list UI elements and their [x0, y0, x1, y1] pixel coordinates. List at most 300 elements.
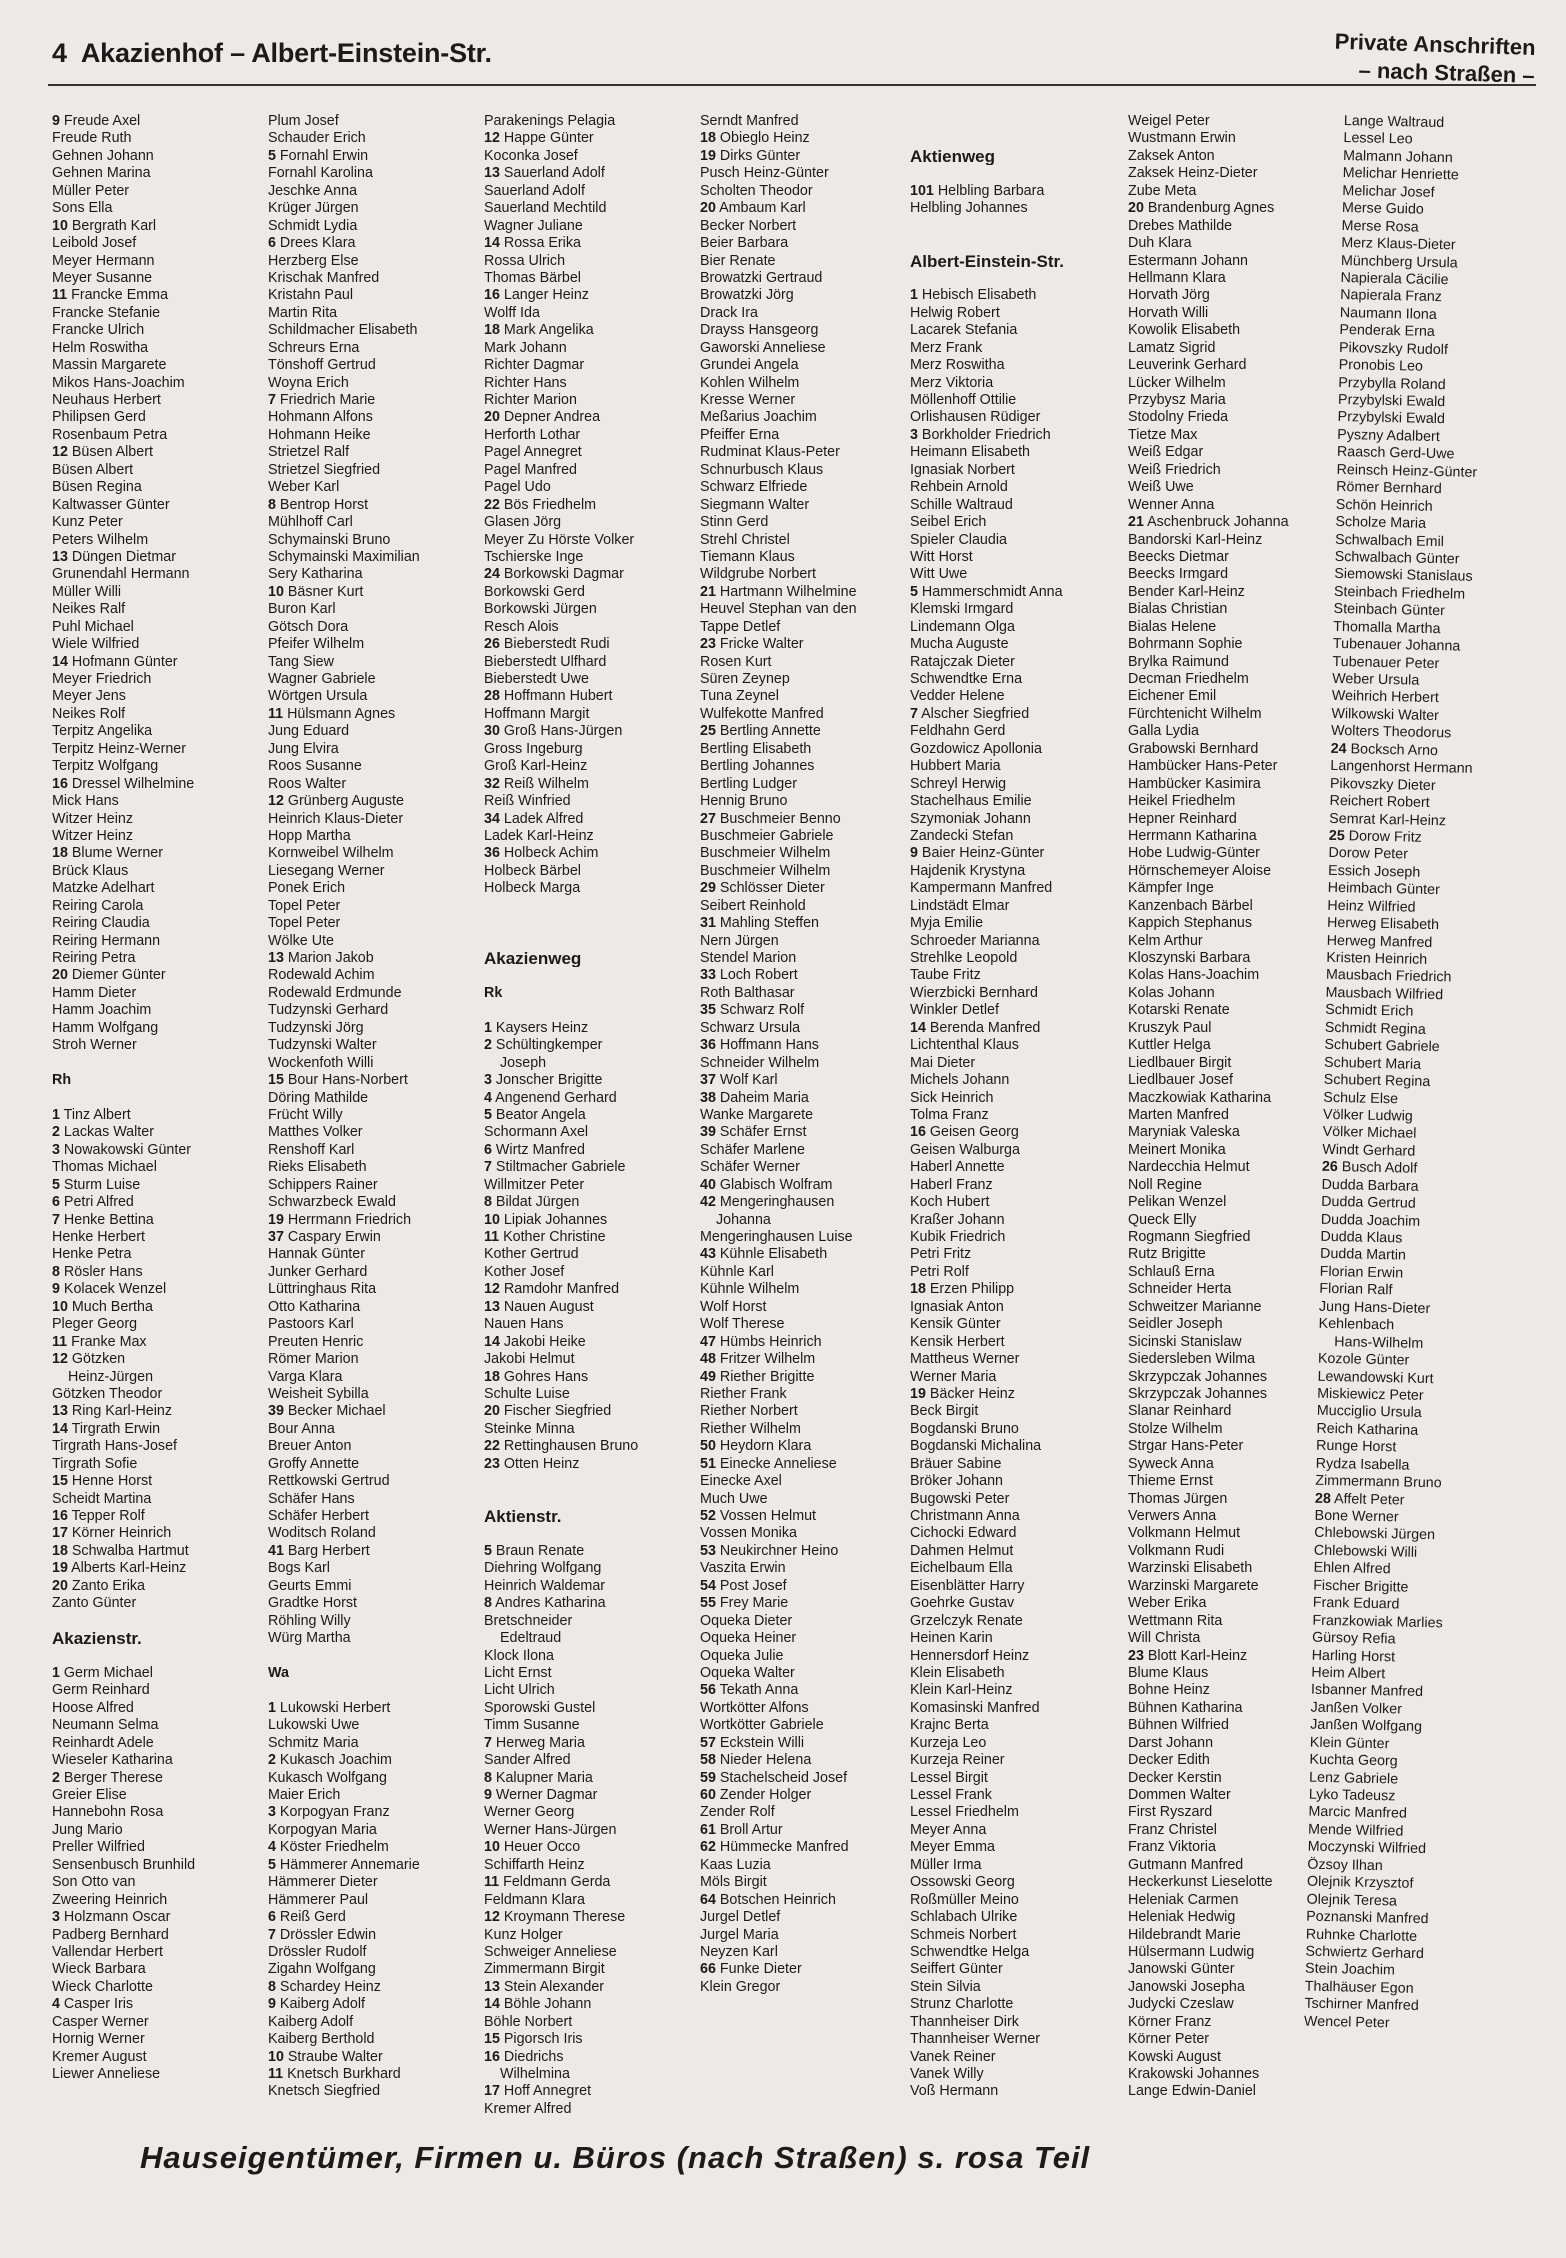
house-number: 55: [700, 1595, 716, 1612]
spacer: [484, 1525, 704, 1542]
resident-entry: Meyer Anna: [910, 1821, 987, 1838]
house-number: 6: [484, 1141, 492, 1158]
resident-entry: Buron Karl: [268, 601, 336, 618]
resident-entry: Rosen Kurt: [700, 653, 772, 670]
resident-entry: Estermann Johann: [1128, 252, 1249, 269]
street-heading: Albert-Einstein-Str.: [910, 252, 1064, 270]
resident-entry: Schmidt Regina: [1324, 1019, 1426, 1038]
resident-entry: Wölke Ute: [268, 932, 334, 949]
resident-entry: 52 Vossen Helmut: [700, 1508, 817, 1524]
resident-entry: Kelm Arthur: [1128, 932, 1203, 949]
resident-entry: Schäfer Werner: [700, 1159, 800, 1176]
resident-entry: 1 Tinz Albert: [52, 1106, 131, 1123]
resident-entry: 53 Neukirchner Heino: [700, 1542, 839, 1559]
resident-entry: 14 Rossa Erika: [484, 235, 581, 252]
resident-entry: Hildebrandt Marie: [1128, 1926, 1241, 1943]
resident-entry: Skrzypczak Johannes: [1128, 1368, 1268, 1385]
resident-entry: Hellmann Klara: [1128, 269, 1226, 286]
resident-entry: Bohne Heinz: [1128, 1682, 1210, 1699]
resident-entry: 15 Pigorsch Iris: [484, 2031, 583, 2048]
resident-entry: Steinbach Friedhelm: [1333, 583, 1466, 603]
house-number: 30: [484, 723, 500, 740]
resident-entry: Schmeis Norbert: [910, 1926, 1017, 1943]
resident-entry: Hamm Dieter: [52, 984, 137, 1001]
resident-entry: Lyko Tadeusz: [1308, 1786, 1396, 1805]
house-number: 10: [52, 217, 68, 234]
street-heading: Akazienweg: [484, 950, 582, 968]
resident-entry: Napierala Franz: [1340, 287, 1443, 306]
house-number: 13: [484, 1978, 500, 1995]
resident-entry: Duh Klara: [1128, 235, 1192, 252]
resident-entry: Francke Stefanie: [52, 304, 161, 321]
resident-entry: Siemowski Stanislaus: [1334, 566, 1473, 586]
resident-entry: Chlebowski Willi: [1313, 1542, 1418, 1561]
street-heading: Aktienweg: [910, 147, 996, 166]
resident-entry: Strehl Christel: [700, 531, 790, 548]
resident-entry: Schubert Gabriele: [1324, 1036, 1440, 1056]
resident-entry: Steinbach Günter: [1333, 601, 1446, 620]
resident-entry: Gehnen Johann: [52, 147, 154, 164]
resident-entry: 15 Bour Hans-Norbert: [268, 1072, 408, 1089]
resident-entry: Rutz Brigitte: [1128, 1246, 1206, 1263]
resident-entry: Kornweibel Wilhelm: [268, 845, 394, 862]
resident-entry: Serndt Manfred: [700, 113, 799, 129]
resident-entry: Schille Waltraud: [910, 496, 1013, 513]
resident-entry: Syweck Anna: [1128, 1455, 1214, 1472]
resident-entry: Isbanner Manfred: [1310, 1682, 1424, 1701]
house-number: 12: [52, 1351, 68, 1368]
resident-entry: Schwalbach Günter: [1334, 548, 1460, 568]
house-number: 14: [484, 1996, 500, 2013]
resident-entry: Weiß Uwe: [1128, 479, 1194, 496]
resident-entry: 31 Mahling Steffen: [700, 915, 819, 932]
resident-entry: 5 Fornahl Erwin: [268, 147, 369, 164]
resident-entry: Schreyl Herwig: [910, 775, 1007, 792]
resident-entry: Bier Renate: [700, 252, 776, 269]
house-number: 64: [700, 1891, 716, 1908]
resident-entry: Weber Ursula: [1331, 670, 1420, 689]
resident-entry: 9 Freude Axel: [52, 113, 141, 129]
resident-entry: 19 Bäcker Heinz: [910, 1385, 1015, 1402]
resident-entry: Brylka Raimund: [1128, 653, 1229, 670]
spacer: [484, 915, 704, 932]
resident-entry: 7 Friedrich Marie: [268, 392, 376, 408]
resident-entry: Merz Viktoria: [910, 374, 994, 391]
resident-entry: Mattheus Werner: [910, 1351, 1020, 1368]
resident-entry: Willmitzer Peter: [484, 1176, 585, 1193]
resident-entry: Schwarz Ursula: [700, 1019, 801, 1036]
resident-entry: 38 Daheim Maria: [700, 1089, 809, 1106]
house-number: 2: [484, 1037, 492, 1054]
resident-entry: 11 Kother Christine: [484, 1229, 606, 1245]
resident-entry: Strietzel Ralf: [268, 444, 350, 461]
resident-entry: Vossen Monika: [700, 1525, 797, 1542]
resident-entry: 20 Brandenburg Agnes: [1128, 200, 1275, 217]
resident-entry: Will Christa: [1128, 1630, 1201, 1647]
resident-entry: Bieberstedt Ulfhard: [484, 653, 607, 670]
resident-entry: 47 Hümbs Heinrich: [700, 1333, 822, 1350]
resident-entry: Witt Horst: [910, 548, 973, 565]
resident-entry: Hoose Alfred: [52, 1699, 134, 1716]
house-number: 11: [268, 705, 284, 722]
resident-entry: Kremer August: [52, 2048, 147, 2065]
house-number: 2: [52, 1769, 60, 1786]
resident-entry: Witzer Heinz: [52, 810, 134, 827]
resident-entry: Pagel Manfred: [484, 461, 577, 478]
house-number: 8: [484, 1595, 492, 1612]
resident-entry: Przybylski Ewald: [1337, 409, 1446, 428]
resident-entry: Ratajczak Dieter: [910, 653, 1015, 670]
resident-entry: 10 Straube Walter: [268, 2048, 383, 2065]
resident-entry: Wagner Gabriele: [268, 671, 376, 687]
resident-entry: Stroh Werner: [52, 1037, 137, 1054]
house-number: 27: [700, 810, 716, 827]
house-number: 57: [700, 1734, 716, 1751]
resident-entry: Pleger Georg: [52, 1316, 138, 1333]
resident-entry: Penderak Erna: [1339, 322, 1435, 341]
resident-entry: Decman Friedhelm: [1128, 671, 1249, 687]
resident-entry: Leibold Josef: [52, 235, 137, 252]
resident-entry: Runge Horst: [1315, 1437, 1397, 1456]
entry-continuation: Hans-Wilhelm: [1334, 1333, 1424, 1352]
resident-entry: Schäfer Herbert: [268, 1508, 369, 1524]
resident-entry: Fischer Brigitte: [1312, 1577, 1409, 1596]
resident-entry: Meyer Zu Hörste Volker: [484, 531, 635, 548]
resident-entry: 20 Diemer Günter: [52, 967, 166, 984]
resident-entry: Lange Edwin-Daniel: [1128, 2083, 1256, 2100]
resident-entry: Darst Johann: [1128, 1734, 1214, 1751]
entry-continuation: Heinz-Jürgen: [68, 1368, 154, 1385]
resident-entry: Wilkowski Walter: [1331, 705, 1440, 724]
resident-entry: Kensik Herbert: [910, 1333, 1005, 1350]
house-number: 13: [484, 165, 500, 182]
resident-entry: Wolters Theodorus: [1330, 723, 1452, 742]
resident-entry: Sporowski Gustel: [484, 1699, 596, 1716]
resident-entry: Heinrich Waldemar: [484, 1577, 606, 1594]
resident-entry: Lessel Birgit: [910, 1769, 988, 1786]
house-number: 24: [484, 566, 500, 583]
resident-entry: Terpitz Wolfgang: [52, 758, 159, 775]
resident-entry: Merz Frank: [910, 339, 983, 356]
resident-entry: Pyszny Adalbert: [1337, 426, 1440, 445]
resident-entry: Zaksek Heinz-Dieter: [1128, 165, 1258, 182]
resident-entry: Frank Eduard: [1312, 1594, 1400, 1613]
resident-entry: Franzkowiak Marlies: [1312, 1612, 1443, 1632]
resident-entry: 5 Sturm Luise: [52, 1176, 141, 1193]
resident-entry: Röhling Willy: [268, 1612, 351, 1629]
spacer: [52, 1090, 272, 1107]
house-number: 5: [52, 1176, 60, 1193]
resident-entry: Witzer Heinz: [52, 827, 134, 844]
resident-entry: 11 Francke Emma: [52, 287, 169, 304]
resident-entry: 58 Nieder Helena: [700, 1752, 812, 1769]
resident-entry: Reichert Robert: [1329, 792, 1430, 812]
resident-entry: Lamatz Sigrid: [1128, 339, 1216, 356]
resident-entry: Döring Mathilde: [268, 1089, 369, 1106]
resident-entry: Mende Wilfried: [1307, 1821, 1404, 1840]
resident-entry: Windt Gerhard: [1322, 1141, 1416, 1160]
house-number: 21: [1128, 514, 1144, 531]
house-number: 8: [268, 1978, 276, 1995]
resident-entry: Römer Bernhard: [1335, 479, 1442, 498]
resident-entry: Hämmerer Dieter: [268, 1874, 378, 1891]
resident-entry: Scholze Maria: [1335, 513, 1427, 532]
house-number: 7: [484, 1734, 492, 1751]
resident-entry: Grzelczyk Renate: [910, 1612, 1023, 1629]
resident-entry: 57 Eckstein Willi: [700, 1734, 805, 1751]
resident-entry: Mausbach Wilfried: [1325, 984, 1444, 1004]
house-number: 20: [52, 967, 68, 984]
house-number: 11: [484, 1229, 500, 1245]
resident-entry: Siegmann Walter: [700, 496, 810, 513]
resident-entry: Tirgrath Sofie: [52, 1455, 138, 1472]
resident-entry: Jurgel Detlef: [700, 1909, 781, 1926]
resident-entry: Kotarski Renate: [1128, 1002, 1230, 1019]
resident-entry: Krakowski Johannes: [1128, 2066, 1260, 2082]
house-number: 13: [484, 1298, 500, 1315]
resident-entry: Holbeck Bärbel: [484, 862, 581, 879]
house-number: 23: [1128, 1647, 1144, 1664]
house-number: 1: [268, 1699, 276, 1716]
house-number: 13: [268, 950, 284, 966]
resident-entry: Dommen Walter: [1128, 1787, 1231, 1803]
resident-entry: 4 Angenend Gerhard: [484, 1089, 617, 1106]
resident-entry: Grundei Angela: [700, 357, 799, 374]
resident-entry: Lindemann Olga: [910, 618, 1015, 635]
resident-entry: Wortkötter Gabriele: [700, 1717, 824, 1734]
house-number: 24: [1330, 740, 1347, 757]
resident-entry: 3 Korpogyan Franz: [268, 1804, 390, 1821]
resident-entry: Wustmann Erwin: [1128, 130, 1236, 147]
resident-entry: 14 Böhle Johann: [484, 1996, 592, 2013]
resident-entry: Olejnik Krzysztof: [1306, 1873, 1414, 1893]
resident-entry: Maier Erich: [268, 1787, 341, 1803]
resident-entry: Volkmann Helmut: [1128, 1525, 1241, 1542]
resident-entry: 8 Andres Katharina: [484, 1595, 606, 1612]
resident-entry: 33 Loch Robert: [700, 967, 798, 984]
resident-entry: Schön Heinrich: [1335, 496, 1433, 515]
resident-entry: Helm Roswitha: [52, 339, 149, 356]
resident-entry: Renshoff Karl: [268, 1141, 355, 1158]
spacer: [910, 130, 1130, 147]
resident-entry: Heckerkunst Lieselotte: [1128, 1874, 1273, 1891]
house-number: 8: [52, 1263, 60, 1280]
resident-entry: Schulte Luise: [484, 1385, 570, 1402]
resident-entry: 1 Hebisch Elisabeth: [910, 287, 1037, 304]
resident-entry: Koch Hubert: [910, 1194, 990, 1211]
resident-entry: Hohmann Heike: [268, 426, 371, 443]
entry-continuation: Edeltraud: [500, 1630, 562, 1647]
resident-entry: 7 Herweg Maria: [484, 1734, 585, 1751]
house-number: 47: [700, 1333, 716, 1350]
resident-entry: Thalhäuser Egon: [1304, 1978, 1414, 1997]
resident-entry: Müller Willi: [52, 583, 122, 600]
resident-entry: Sicinski Stanislaw: [1128, 1333, 1242, 1350]
resident-entry: Meyer Hermann: [52, 252, 155, 269]
resident-entry: Wettmann Rita: [1128, 1612, 1223, 1629]
resident-entry: Schubert Regina: [1323, 1071, 1431, 1091]
house-number: 1: [484, 1019, 492, 1036]
resident-entry: Haberl Annette: [910, 1159, 1005, 1176]
resident-entry: Herweg Manfred: [1326, 932, 1433, 951]
resident-entry: Möllenhoff Ottilie: [910, 392, 1017, 408]
house-number: 53: [700, 1542, 716, 1559]
resident-entry: Müller Peter: [52, 182, 130, 199]
resident-entry: Lichtenthal Klaus: [910, 1037, 1019, 1054]
house-number: 26: [484, 636, 500, 653]
resident-entry: Eichener Emil: [1128, 688, 1217, 705]
resident-entry: Petri Rolf: [910, 1263, 969, 1280]
resident-entry: Gross Ingeburg: [484, 740, 583, 757]
resident-entry: Ponek Erich: [268, 880, 346, 897]
resident-entry: Borkowski Gerd: [484, 583, 585, 600]
resident-entry: Kappich Stephanus: [1128, 915, 1253, 932]
resident-entry: Zimmermann Birgit: [484, 1961, 605, 1978]
resident-entry: Bialas Christian: [1128, 601, 1228, 618]
resident-entry: Rieks Elisabeth: [268, 1159, 367, 1176]
house-number: 23: [484, 1455, 500, 1472]
resident-entry: 5 Braun Renate: [484, 1542, 585, 1559]
resident-entry: Wildgrube Norbert: [700, 566, 817, 583]
resident-entry: Diehring Wolfgang: [484, 1560, 602, 1577]
resident-entry: Feldhahn Gerd: [910, 723, 1006, 740]
resident-entry: Kristen Heinrich: [1326, 949, 1428, 968]
house-number: 13: [52, 1403, 68, 1420]
resident-entry: Jung Elvira: [268, 740, 339, 757]
house-number: 59: [700, 1769, 716, 1786]
resident-entry: Neikes Ralf: [52, 601, 126, 618]
resident-entry: Tubenauer Johanna: [1332, 636, 1461, 655]
resident-entry: Wieseler Katharina: [52, 1752, 173, 1769]
resident-entry: Petri Fritz: [910, 1246, 972, 1263]
house-number: 35: [700, 1002, 716, 1019]
resident-entry: Wencel Peter: [1303, 2013, 1390, 2032]
house-number: 11: [484, 1874, 500, 1891]
resident-entry: Möls Birgit: [700, 1874, 767, 1891]
resident-entry: Lacarek Stefania: [910, 322, 1018, 339]
page-header-right: [1333, 28, 1536, 90]
resident-entry: Reinsch Heinz-Günter: [1336, 461, 1478, 481]
resident-entry: 101 Helbling Barbara: [910, 182, 1045, 199]
resident-entry: Leuverink Gerhard: [1128, 357, 1247, 374]
resident-entry: Pagel Udo: [484, 479, 551, 496]
resident-entry: Parakenings Pelagia: [484, 113, 616, 129]
resident-entry: 3 Jonscher Brigitte: [484, 1072, 603, 1089]
resident-entry: 9 Kaiberg Adolf: [268, 1996, 365, 2013]
resident-entry: Buschmeier Gabriele: [700, 827, 834, 844]
resident-entry: 5 Hämmerer Annemarie: [268, 1856, 420, 1873]
resident-entry: Rehbein Arnold: [910, 479, 1008, 496]
resident-entry: Topel Peter: [268, 915, 341, 932]
resident-entry: Zigahn Wolfgang: [268, 1961, 376, 1978]
resident-entry: Bandorski Karl-Heinz: [1128, 531, 1263, 548]
resident-entry: 11 Franke Max: [52, 1333, 147, 1350]
house-number: 14: [52, 653, 68, 670]
district-code: Wa: [268, 1664, 289, 1681]
resident-entry: Wolf Horst: [700, 1298, 767, 1315]
resident-entry: 6 Wirtz Manfred: [484, 1141, 585, 1158]
house-number: 33: [700, 967, 716, 984]
resident-entry: Puhl Michael: [52, 618, 134, 635]
resident-entry: Judycki Czeslaw: [1128, 1996, 1234, 2013]
resident-entry: Bialas Helene: [1128, 618, 1217, 635]
house-number: 9: [52, 113, 60, 129]
resident-entry: Terpitz Heinz-Werner: [52, 740, 187, 757]
resident-entry: Kampermann Manfred: [910, 880, 1053, 897]
house-number: 39: [268, 1403, 284, 1420]
house-number: 20: [484, 1403, 500, 1420]
resident-entry: Schwendtke Erna: [910, 671, 1023, 687]
resident-entry: Wortkötter Alfons: [700, 1699, 809, 1716]
house-number: 10: [268, 2048, 284, 2065]
spacer: [52, 1055, 272, 1072]
resident-entry: Schweitzer Marianne: [1128, 1298, 1262, 1315]
district-code: Rk: [484, 984, 503, 1001]
resident-entry: Tönshoff Gertrud: [268, 357, 376, 374]
resident-entry: Herzberg Else: [268, 252, 359, 269]
resident-entry: Schneider Wilhelm: [700, 1054, 820, 1071]
resident-entry: Heinz Wilfried: [1327, 897, 1416, 916]
house-number: 62: [700, 1839, 716, 1856]
resident-entry: Pikovszky Dieter: [1329, 775, 1436, 794]
resident-entry: Nern Jürgen: [700, 932, 779, 949]
house-number: 21: [700, 583, 716, 600]
house-number: 19: [910, 1385, 926, 1402]
resident-entry: Lessel Leo: [1343, 130, 1413, 148]
resident-entry: 19 Dirks Günter: [700, 147, 801, 164]
resident-entry: 42 Mengeringhausen: [700, 1194, 835, 1211]
resident-entry: Neyzen Karl: [700, 1943, 778, 1960]
resident-entry: Krajnc Berta: [910, 1717, 989, 1734]
resident-entry: Grabowski Bernhard: [1128, 740, 1259, 757]
house-number: 8: [484, 1194, 492, 1211]
house-number: 28: [484, 688, 500, 705]
house-number: 12: [484, 130, 500, 147]
resident-entry: Korpogyan Maria: [268, 1821, 377, 1838]
resident-entry: Meinert Monika: [1128, 1141, 1226, 1158]
resident-entry: 3 Borkholder Friedrich: [910, 426, 1051, 443]
resident-entry: Myja Emilie: [910, 915, 984, 932]
house-number: 16: [484, 2048, 500, 2065]
resident-entry: Fornahl Karolina: [268, 165, 373, 182]
house-number: 3: [484, 1072, 492, 1089]
resident-entry: Bogdanski Michalina: [910, 1438, 1042, 1455]
resident-entry: Schneider Herta: [1128, 1281, 1232, 1298]
house-number: 14: [52, 1420, 68, 1437]
resident-entry: Glasen Jörg: [484, 514, 562, 531]
directory-column-1: [52, 113, 272, 2083]
resident-entry: 13 Marion Jakob: [268, 950, 374, 966]
resident-entry: Völker Ludwig: [1322, 1106, 1413, 1125]
resident-entry: 3 Holzmann Oscar: [52, 1909, 171, 1926]
house-number: 8: [268, 496, 276, 513]
resident-entry: 41 Barg Herbert: [268, 1542, 370, 1559]
street-heading: Aktienstr.: [484, 1508, 562, 1526]
resident-entry: 14 Jakobi Heike: [484, 1333, 586, 1350]
resident-entry: Riether Norbert: [700, 1403, 798, 1420]
house-number: 5: [268, 1856, 276, 1873]
resident-entry: 12 Kroymann Therese: [484, 1909, 626, 1926]
house-number: 14: [484, 235, 500, 252]
resident-entry: Sander Alfred: [484, 1752, 571, 1769]
resident-entry: Dorow Peter: [1328, 845, 1409, 863]
resident-entry: Resch Alois: [484, 618, 559, 635]
house-number: 25: [1328, 827, 1345, 845]
resident-entry: Tappe Detlef: [700, 618, 781, 635]
resident-entry: Thannheiser Dirk: [910, 2013, 1019, 2030]
resident-entry: Noll Regine: [1128, 1176, 1202, 1193]
resident-entry: Neuhaus Herbert: [52, 392, 161, 408]
